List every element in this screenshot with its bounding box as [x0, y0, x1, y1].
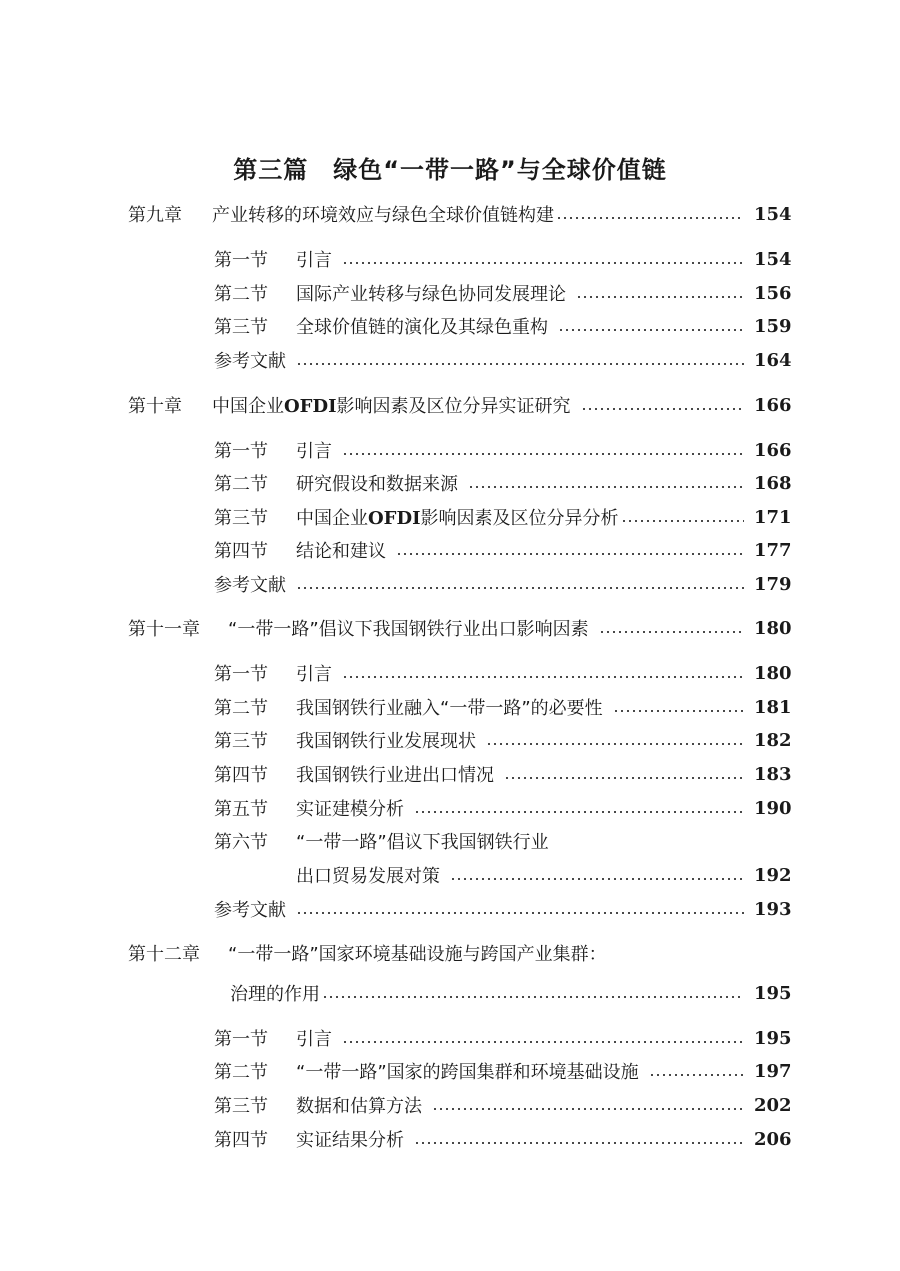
dot-leader — [486, 743, 744, 745]
references-title: 参考文献 — [214, 575, 286, 596]
references-title: 参考文献 — [214, 900, 286, 921]
references-title: 参考文献 — [214, 351, 286, 372]
dot-leader — [414, 1142, 744, 1144]
section-label: 第一节 — [214, 1029, 268, 1050]
toc-section[interactable] — [214, 759, 792, 789]
section-title: 数据和估算方法 — [296, 1096, 422, 1117]
section-title: 引言 — [296, 250, 332, 271]
section-label: 第二节 — [214, 474, 268, 495]
toc-chapter-10[interactable] — [128, 390, 792, 420]
dot-leader — [613, 710, 744, 712]
toc-chapter-11[interactable] — [128, 613, 792, 643]
page-number: 192 — [754, 864, 792, 886]
section-title: 我国钢铁行业发展现状 — [296, 731, 476, 752]
page-number: 182 — [754, 729, 792, 751]
toc-section[interactable] — [214, 435, 792, 465]
dot-leader — [504, 777, 744, 779]
page-number: 206 — [754, 1128, 792, 1150]
page-number: 156 — [754, 282, 792, 304]
section-title: 实证结果分析 — [296, 1130, 404, 1151]
toc-section[interactable] — [214, 826, 788, 856]
section-label: 第三节 — [214, 1096, 268, 1117]
chapter-label: 第十二章 — [128, 944, 200, 965]
dot-leader — [296, 363, 744, 365]
section-label: 第三节 — [214, 731, 268, 752]
chapter-title: 产业转移的环境效应与绿色全球价值链构建 — [212, 205, 554, 226]
section-label: 第一节 — [214, 250, 268, 271]
section-title-line2: 出口贸易发展对策 — [296, 866, 440, 887]
chapter-label: 第十一章 — [128, 619, 200, 640]
toc-section[interactable] — [214, 468, 792, 498]
page-number: 177 — [754, 539, 792, 561]
section-title: 全球价值链的演化及其绿色重构 — [296, 317, 548, 338]
page-number: 181 — [754, 696, 792, 718]
toc-section[interactable] — [214, 502, 792, 532]
dot-leader — [342, 262, 744, 264]
section-label: 第四节 — [214, 1130, 268, 1151]
section-title: 实证建模分析 — [296, 799, 404, 820]
section-label: 第二节 — [214, 698, 268, 719]
toc-section[interactable] — [214, 1056, 792, 1086]
chapter-title-line2: 治理的作用 — [230, 984, 320, 1005]
dot-leader — [296, 912, 744, 914]
section-label: 第一节 — [214, 664, 268, 685]
section-title: 中国企业OFDI影响因素及区位分异分析 — [296, 508, 619, 529]
section-title: 我国钢铁行业融入“一带一路”的必要性 — [296, 698, 603, 719]
toc-section[interactable] — [214, 692, 792, 722]
page-number: 154 — [754, 248, 792, 270]
chapter-title: “一带一路”倡议下我国钢铁行业出口影响因素 — [228, 619, 589, 640]
page-number: 179 — [754, 573, 792, 595]
toc-chapter-continuation[interactable] — [230, 978, 792, 1008]
toc-section[interactable] — [214, 1023, 792, 1053]
dot-leader — [450, 878, 744, 880]
toc-references[interactable] — [214, 894, 792, 924]
section-label: 第五节 — [214, 799, 268, 820]
section-title: 结论和建议 — [296, 541, 386, 562]
page-number: 202 — [754, 1094, 792, 1116]
section-title: 国际产业转移与绿色协同发展理论 — [296, 284, 566, 305]
toc-references[interactable] — [214, 345, 792, 375]
toc-chapter-9[interactable] — [128, 199, 792, 229]
dot-leader — [558, 329, 744, 331]
page-number: 164 — [754, 349, 792, 371]
part-title: 第三篇 绿色“一带一路”与全球价值链 — [233, 156, 667, 184]
section-title: 研究假设和数据来源 — [296, 474, 458, 495]
dot-leader — [322, 996, 744, 998]
chapter-title-line1: “一带一路”国家环境基础设施与跨国产业集群： — [228, 944, 607, 965]
dot-leader — [556, 217, 744, 219]
page-number: 197 — [754, 1060, 792, 1082]
dot-leader — [342, 676, 744, 678]
chapter-label: 第九章 — [128, 205, 182, 226]
dot-leader — [599, 631, 744, 633]
dot-leader — [296, 587, 744, 589]
dot-leader — [432, 1108, 744, 1110]
toc-section[interactable] — [214, 244, 792, 274]
dot-leader — [649, 1074, 744, 1076]
section-label: 第一节 — [214, 441, 268, 462]
page-number: 193 — [754, 898, 792, 920]
page-number: 190 — [754, 797, 792, 819]
page-number: 195 — [754, 1027, 792, 1049]
toc-section[interactable] — [214, 658, 792, 688]
page-number: 195 — [754, 982, 792, 1004]
page-number: 166 — [754, 394, 792, 416]
page-number: 159 — [754, 315, 792, 337]
section-title: 引言 — [296, 441, 332, 462]
section-label: 第二节 — [214, 284, 268, 305]
section-title: “一带一路”国家的跨国集群和环境基础设施 — [296, 1062, 639, 1083]
page-number: 154 — [754, 203, 792, 225]
toc-section-continuation[interactable] — [296, 860, 792, 890]
section-label: 第四节 — [214, 541, 268, 562]
page-number: 180 — [754, 662, 792, 684]
section-label: 第三节 — [214, 508, 268, 529]
chapter-title: 中国企业OFDI影响因素及区位分异实证研究 — [212, 396, 571, 417]
toc-references[interactable] — [214, 569, 792, 599]
dot-leader — [468, 486, 744, 488]
section-label: 第六节 — [214, 832, 268, 853]
dot-leader — [342, 453, 744, 455]
toc-chapter-12[interactable] — [128, 938, 788, 968]
toc-section[interactable] — [214, 311, 792, 341]
dot-leader — [342, 1041, 744, 1043]
dot-leader — [414, 811, 744, 813]
section-label: 第二节 — [214, 1062, 268, 1083]
section-title: 我国钢铁行业进出口情况 — [296, 765, 494, 786]
dot-leader — [581, 408, 745, 410]
toc-section[interactable] — [214, 725, 792, 755]
page-number: 166 — [754, 439, 792, 461]
toc-section[interactable] — [214, 1124, 792, 1154]
dot-leader — [621, 520, 745, 522]
toc-section[interactable] — [214, 793, 792, 823]
page-number: 180 — [754, 617, 792, 639]
section-title-line1: “一带一路”倡议下我国钢铁行业 — [296, 832, 549, 853]
chapter-label: 第十章 — [128, 396, 182, 417]
section-title: 引言 — [296, 664, 332, 685]
dot-leader — [396, 553, 744, 555]
page-number: 183 — [754, 763, 792, 785]
toc-section[interactable] — [214, 535, 792, 565]
section-title: 引言 — [296, 1029, 332, 1050]
page-number: 171 — [754, 506, 792, 528]
page-number: 168 — [754, 472, 792, 494]
section-label: 第三节 — [214, 317, 268, 338]
section-label: 第四节 — [214, 765, 268, 786]
dot-leader — [576, 296, 744, 298]
toc-section[interactable] — [214, 278, 792, 308]
toc-section[interactable] — [214, 1090, 792, 1120]
